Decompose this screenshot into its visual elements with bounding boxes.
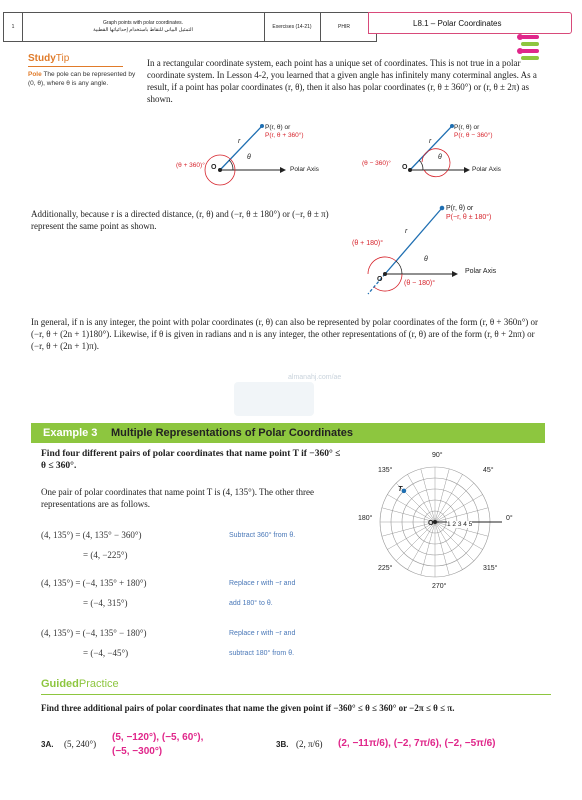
fig3-angle-top: (θ + 180)° bbox=[352, 240, 384, 247]
exercise-3a-label: 3A. bbox=[41, 740, 54, 749]
guided-instruction: Find three additional pairs of polar coordinates that name the given point if −360° ≤ θ ≤ 360° or −2π ≤ θ ≤ π. bbox=[41, 703, 455, 713]
lesson-title-tab bbox=[368, 12, 572, 34]
calc-row-3-note1: Replace r with −r and bbox=[229, 630, 296, 637]
polar-label-45: 45° bbox=[483, 467, 494, 474]
lesson-title: L8.1 – Polar Coordinates bbox=[413, 18, 502, 28]
header-objective-en: Graph points with polar coordinates. bbox=[102, 20, 184, 26]
fig2-labels: P(r, θ) or P(r, θ − 360°) bbox=[454, 124, 493, 139]
header-objective-ar: التمثيل البياني للنقاط باستخدام إحداثياتها القطبية bbox=[93, 27, 193, 33]
example-prompt: Find four different pairs of polar coordinates that name point T if −360° ≤ θ ≤ 360°. bbox=[41, 449, 341, 471]
watermark-logo-icon bbox=[234, 382, 314, 416]
polar-axis-arrow bbox=[464, 167, 470, 173]
fig1-origin: O bbox=[211, 164, 217, 171]
polar-grid-ray bbox=[387, 495, 435, 523]
fig3-axis-label: Polar Axis bbox=[465, 268, 497, 275]
example-header-bar bbox=[31, 423, 545, 443]
figure-negative-r bbox=[340, 196, 540, 306]
point-p bbox=[440, 206, 445, 211]
polar-grid-ray bbox=[435, 474, 463, 522]
calc-row-3-note2: subtract 180° from θ. bbox=[229, 650, 295, 657]
exercise-3a-point: (5, 240°) bbox=[64, 739, 97, 749]
pole-point bbox=[383, 272, 387, 276]
angle-theta-arc bbox=[396, 261, 402, 274]
fig2-axis-label: Polar Axis bbox=[472, 166, 501, 173]
fig2-origin: O bbox=[402, 164, 408, 171]
polar-grid-ray bbox=[435, 522, 463, 570]
calc-row-1-line2: = (4, −225°) bbox=[83, 550, 128, 560]
fig1-theta: θ bbox=[247, 154, 251, 161]
header-objective bbox=[22, 13, 265, 41]
calc-row-2-note2: add 180° to θ. bbox=[229, 600, 273, 607]
polar-grid-ray bbox=[435, 495, 483, 523]
polar-axis-arrow bbox=[280, 167, 286, 173]
fig3-angle-bottom: (θ − 180)° bbox=[404, 280, 436, 287]
calc-row-2-line2: = (−4, 315°) bbox=[83, 598, 128, 608]
fig1-angle-label: (θ + 360)° bbox=[176, 162, 205, 169]
ray-op bbox=[220, 126, 262, 170]
calc-row-2-note1: Replace r with −r and bbox=[229, 580, 296, 587]
fig3-theta: θ bbox=[424, 256, 428, 263]
fig3-r: r bbox=[405, 228, 408, 235]
polar-label-180: 180° bbox=[358, 515, 373, 522]
polar-grid-ray bbox=[421, 469, 435, 522]
fig1-axis-label: Polar Axis bbox=[290, 166, 319, 173]
study-tip-body: Pole The pole can be represented by (0, θ), where θ is any angle. bbox=[28, 71, 136, 87]
fig2-angle-label: (θ − 360)° bbox=[362, 160, 391, 167]
polar-label-225: 225° bbox=[378, 565, 393, 572]
polar-grid-ray bbox=[435, 522, 449, 575]
example-label: Example 3 bbox=[43, 427, 98, 439]
exercise-3b-answer: (2, −11π/6), (−2, 7π/6), (−2, −5π/6) bbox=[338, 738, 496, 749]
study-tip-title: StudyTip bbox=[28, 53, 70, 64]
fig2-r: r bbox=[429, 138, 432, 145]
exercise-3b-point: (2, π/6) bbox=[296, 739, 323, 749]
angle-minus-360-arc bbox=[422, 149, 450, 177]
polar-label-135: 135° bbox=[378, 467, 393, 474]
polar-grid-ray bbox=[408, 474, 436, 522]
paragraph-directed-distance: Additionally, because r is a directed distance, (r, θ) and (−r, θ ± 180°) or (−r, θ ± π) represent the same point as shown. bbox=[31, 209, 329, 231]
example-title: Multiple Representations of Polar Coordinates bbox=[111, 427, 354, 439]
point-p bbox=[260, 124, 264, 128]
polar-tick-labels: 1 2 3 4 5 bbox=[447, 521, 473, 528]
guided-divider bbox=[41, 694, 551, 695]
exercise-3b-label: 3B. bbox=[276, 740, 289, 749]
header-code: PHIR bbox=[338, 23, 350, 30]
fig2-theta: θ bbox=[438, 154, 442, 161]
watermark-text: almanahj.com/ae bbox=[288, 374, 342, 381]
polar-grid-ray bbox=[435, 483, 474, 522]
polar-grid-ray bbox=[396, 522, 435, 561]
calc-row-3-line1: (4, 135°) = (−4, 135° − 180°) bbox=[41, 628, 147, 638]
pole-point bbox=[218, 168, 222, 172]
study-tip bbox=[28, 53, 136, 88]
polar-label-270: 270° bbox=[432, 583, 447, 590]
polar-label-0: 0° bbox=[506, 515, 513, 522]
header-table bbox=[3, 12, 377, 42]
ray-op bbox=[410, 126, 452, 170]
paragraph-general-form: In general, if n is any integer, the point with polar coordinates (r, θ) can also be represented by polar coordinates of the form (r, θ + 360n°) or (−r, θ + (2n + 1)180°). Likewise, if θ is given in radians and n is any integer, the other representations of (r, θ) are of the form (r, θ + 2nπ) or (−r, θ + (2n + 1)π). bbox=[31, 317, 539, 351]
polar-origin: O bbox=[428, 520, 434, 527]
calc-row-3-line2: = (−4, −45°) bbox=[83, 648, 129, 658]
fig1-r: r bbox=[238, 138, 241, 145]
example-intro: One pair of polar coordinates that name point T is (4, 135°). The other three representations are as follows. bbox=[41, 487, 315, 509]
calc-row-1-note: Subtract 360° from θ. bbox=[229, 532, 296, 539]
fig1-labels: P(r, θ) or P(r, θ + 360°) bbox=[265, 124, 304, 139]
calc-row-2-line1: (4, 135°) = (−4, 135° + 180°) bbox=[41, 578, 147, 588]
exercise-3a-answer: (5, −120°), (−5, 60°), (−5, −300°) bbox=[112, 732, 204, 757]
polar-grid-ray bbox=[435, 469, 449, 522]
header-exercises: Exercises (14-21) bbox=[264, 13, 321, 41]
fig3-labels: P(r, θ) or P(−r, θ ± 180°) bbox=[446, 205, 492, 221]
polar-pole bbox=[433, 520, 437, 524]
calc-row-1-line1: (4, 135°) = (4, 135° − 360°) bbox=[41, 530, 142, 540]
polar-grid-ray bbox=[435, 508, 488, 522]
polar-point-label: T bbox=[398, 486, 403, 493]
intro-paragraph: In a rectangular coordinate system, each point has a unique set of coordinates. This is not true in a polar coordinate system. In Lesson 4-2, you learned that a given angle has infinitely many coterminal angles. As a result, if a point has polar coordinates (r, θ), then it also has polar coordinates (r, θ ± 360°) or (r, θ ± 2π) as shown. bbox=[147, 58, 537, 104]
polar-grid-ray bbox=[408, 522, 436, 570]
pole-point bbox=[408, 168, 412, 172]
polar-axis-arrow bbox=[452, 271, 458, 277]
fig3-origin: O bbox=[377, 276, 383, 283]
polar-label-315: 315° bbox=[483, 565, 498, 572]
polar-label-90: 90° bbox=[432, 452, 443, 459]
ray-op bbox=[385, 208, 442, 274]
polar-grid-ray bbox=[421, 522, 435, 575]
guided-practice-title: GuidedPractice bbox=[41, 678, 119, 690]
header-col1: 1 bbox=[4, 13, 23, 41]
